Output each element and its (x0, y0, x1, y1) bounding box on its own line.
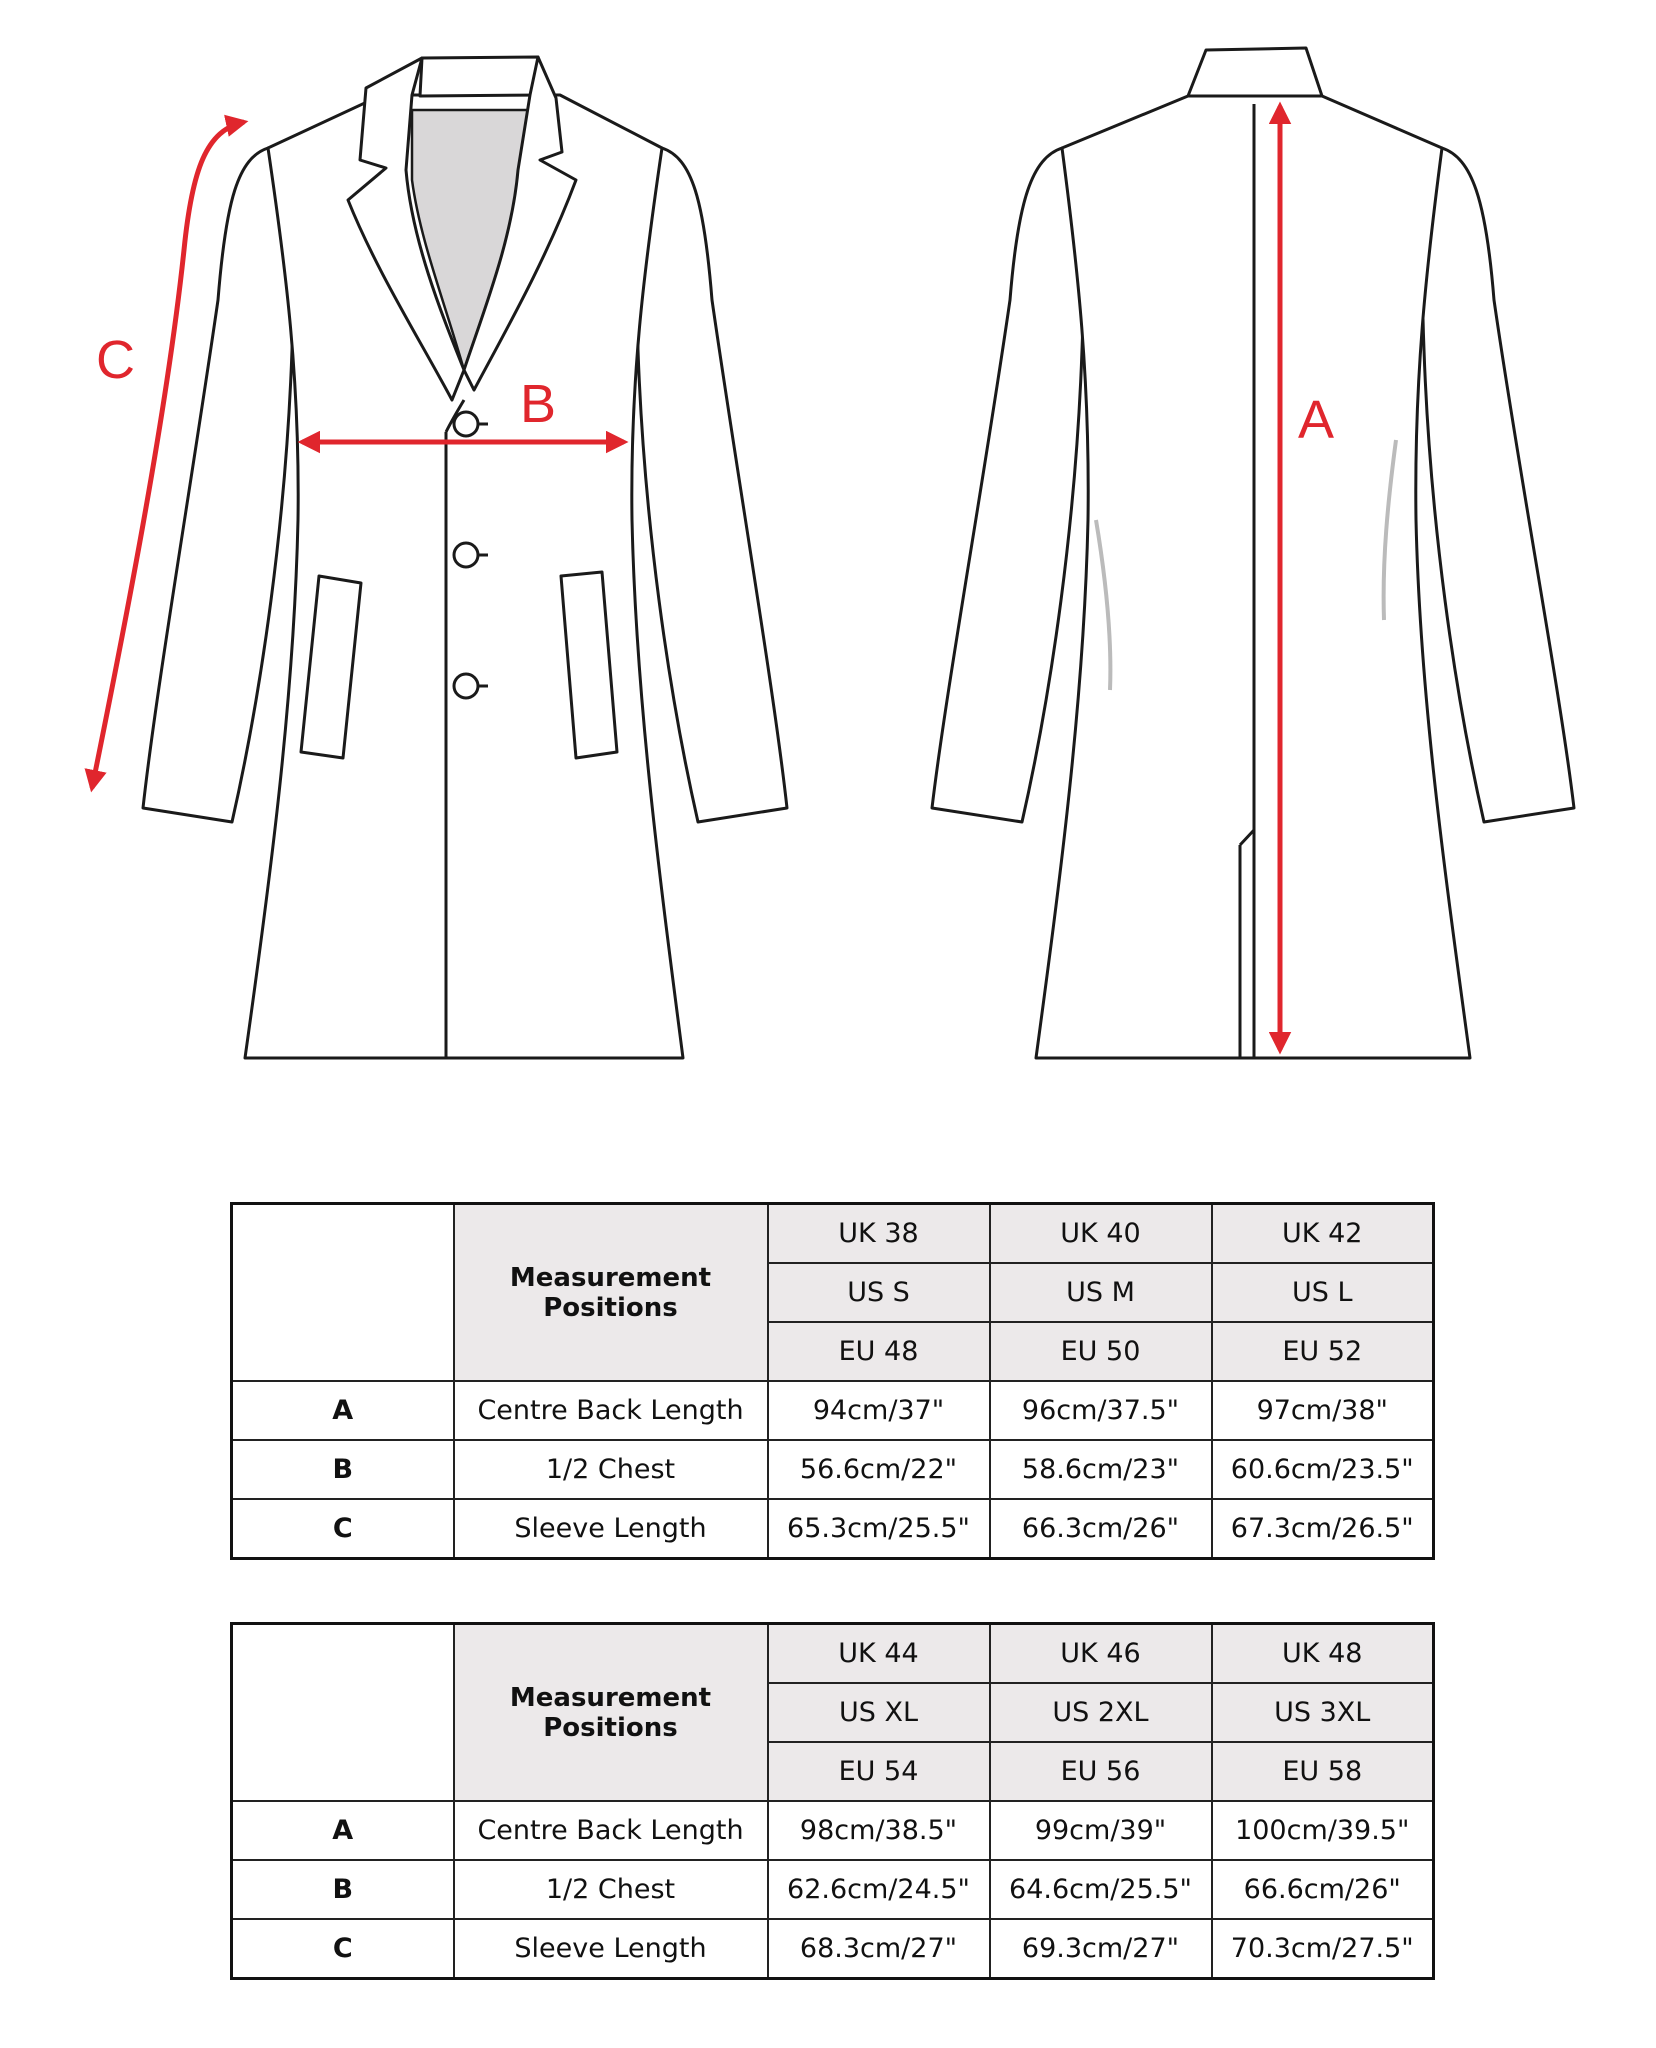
size-table-2 (230, 1622, 1435, 1980)
table-row (232, 1499, 1434, 1559)
measurement-value: 64.6cm/25.5" (990, 1860, 1212, 1919)
row-label: 1/2 Chest (454, 1440, 768, 1499)
coat-front-view (143, 57, 787, 1058)
size-row-uk (232, 1204, 1434, 1264)
size-us: US XL (768, 1683, 990, 1742)
measurement-value: 97cm/38" (1212, 1381, 1434, 1440)
measurement-value: 56.6cm/22" (768, 1440, 990, 1499)
row-label: Sleeve Length (454, 1919, 768, 1979)
table-row (232, 1919, 1434, 1979)
label-c: C (96, 330, 135, 390)
measurement-positions-header: Measurement Positions (454, 1624, 768, 1802)
size-us: US S (768, 1263, 990, 1322)
measurement-value: 58.6cm/23" (990, 1440, 1212, 1499)
row-letter: A (232, 1801, 454, 1860)
measurement-value: 70.3cm/27.5" (1212, 1919, 1434, 1979)
size-eu: EU 56 (990, 1742, 1212, 1801)
row-label: Sleeve Length (454, 1499, 768, 1559)
measurement-value: 66.3cm/26" (990, 1499, 1212, 1559)
label-b: B (520, 374, 557, 434)
label-a: A (1298, 390, 1335, 450)
size-us: US L (1212, 1263, 1434, 1322)
size-us: US M (990, 1263, 1212, 1322)
size-uk: UK 46 (990, 1624, 1212, 1684)
back-right-sleeve (1423, 148, 1574, 822)
row-label: Centre Back Length (454, 1801, 768, 1860)
size-uk: UK 42 (1212, 1204, 1434, 1264)
row-letter: C (232, 1499, 454, 1559)
row-label: 1/2 Chest (454, 1860, 768, 1919)
coat-back-view (932, 48, 1574, 1058)
measurement-value: 100cm/39.5" (1212, 1801, 1434, 1860)
front-left-sleeve (143, 148, 293, 822)
size-eu: EU 48 (768, 1322, 990, 1381)
measurement-value: 98cm/38.5" (768, 1801, 990, 1860)
measurement-value: 67.3cm/26.5" (1212, 1499, 1434, 1559)
size-us: US 2XL (990, 1683, 1212, 1742)
size-eu: EU 52 (1212, 1322, 1434, 1381)
size-table-1 (230, 1202, 1435, 1560)
size-uk: UK 40 (990, 1204, 1212, 1264)
front-collar (420, 57, 545, 96)
front-right-sleeve (637, 148, 787, 822)
row-letter: B (232, 1440, 454, 1499)
measurement-value: 65.3cm/25.5" (768, 1499, 990, 1559)
front-button-3 (454, 674, 478, 698)
size-uk: UK 44 (768, 1624, 990, 1684)
front-button-2 (454, 543, 478, 567)
measurement-value: 94cm/37" (768, 1381, 990, 1440)
size-eu: EU 50 (990, 1322, 1212, 1381)
row-letter: C (232, 1919, 454, 1979)
table-corner (232, 1204, 454, 1382)
back-left-sleeve (932, 148, 1083, 822)
row-letter: B (232, 1860, 454, 1919)
measurement-value: 96cm/37.5" (990, 1381, 1212, 1440)
table-row (232, 1440, 1434, 1499)
measurement-value: 68.3cm/27" (768, 1919, 990, 1979)
table-row (232, 1860, 1434, 1919)
table-row (232, 1381, 1434, 1440)
table-corner (232, 1624, 454, 1802)
row-letter: A (232, 1381, 454, 1440)
size-uk: UK 38 (768, 1204, 990, 1264)
front-button-1 (454, 412, 478, 436)
size-us: US 3XL (1212, 1683, 1434, 1742)
table-row (232, 1801, 1434, 1860)
back-collar (1188, 48, 1322, 96)
size-uk: UK 48 (1212, 1624, 1434, 1684)
size-eu: EU 54 (768, 1742, 990, 1801)
measurement-value: 60.6cm/23.5" (1212, 1440, 1434, 1499)
measurement-value: 62.6cm/24.5" (768, 1860, 990, 1919)
measurement-value: 69.3cm/27" (990, 1919, 1212, 1979)
measurement-value: 66.6cm/26" (1212, 1860, 1434, 1919)
measurement-positions-header: Measurement Positions (454, 1204, 768, 1382)
size-row-uk (232, 1624, 1434, 1684)
row-label: Centre Back Length (454, 1381, 768, 1440)
size-eu: EU 58 (1212, 1742, 1434, 1801)
measurement-value: 99cm/39" (990, 1801, 1212, 1860)
